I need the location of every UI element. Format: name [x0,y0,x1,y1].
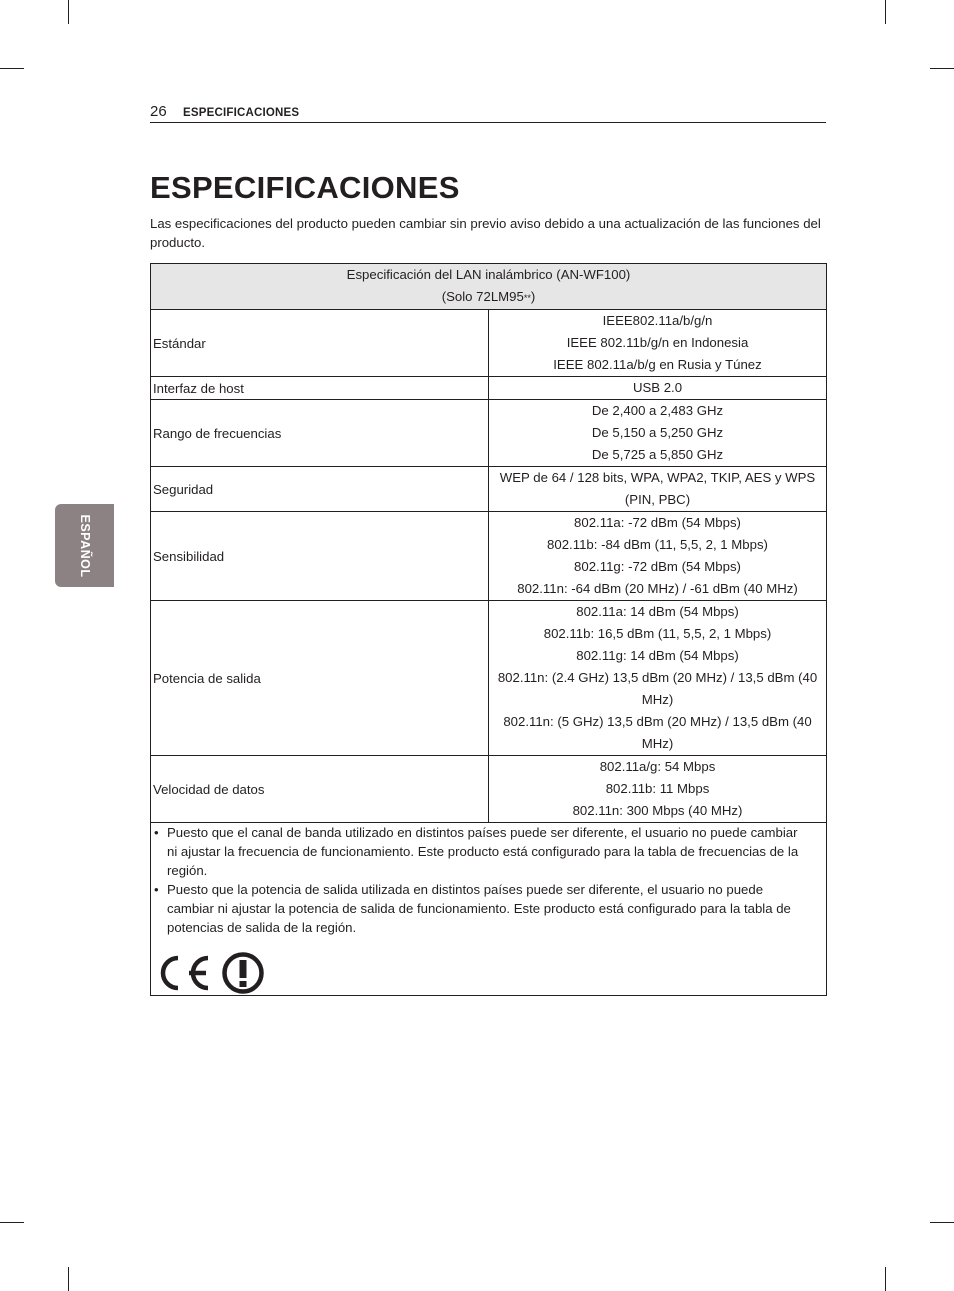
notes-row [151,823,827,996]
crop-mark [885,0,886,24]
language-tab [55,504,114,587]
spec-label: Interfaz de host [151,377,489,400]
page-title: ESPECIFICACIONES [150,170,460,205]
running-header [150,100,826,123]
heading-model-suffix: ) [530,289,536,304]
notes-cell [151,823,827,996]
wireless-lan-spec-table [150,263,827,996]
table-row [151,467,827,512]
crop-mark [885,1267,886,1291]
running-title: ESPECIFICACIONES [183,107,300,119]
crop-mark [930,1222,954,1223]
spec-value: IEEE802.11a/b/g/n [602,313,713,328]
spec-values [489,377,827,400]
table-row [151,601,827,756]
spec-value: 802.11b: -84 dBm (11, 5,5, 2, 1 Mbps) [547,537,768,552]
table-row [151,756,827,823]
spec-value: 802.11b: 16,5 dBm (11, 5,5, 2, 1 Mbps) [543,626,772,641]
spec-values [489,756,827,823]
table-row [151,310,827,377]
notes-list [153,823,824,937]
spec-values [489,512,827,601]
ce-mark-icon [153,951,211,995]
table-row [151,512,827,601]
spec-value: De 5,150 a 5,250 GHz [591,425,724,440]
spec-value: 802.11b: 11 Mbps [605,781,710,796]
table-heading [151,264,827,310]
crop-mark [68,1267,69,1291]
spec-value: 802.11a: 14 dBm (54 Mbps) [576,604,739,619]
spec-value: 802.11n: (2.4 GHz) 13,5 dBm (20 MHz) / 13,5 dBm (40 MHz) [497,670,818,707]
table-heading-line1: Especificación del LAN inalámbrico (AN-WF100) [346,267,631,282]
spec-label: Velocidad de datos [151,756,489,823]
spec-value: IEEE 802.11b/g/n en Indonesia [566,335,749,350]
spec-values [489,601,827,756]
crop-mark [0,1222,24,1223]
spec-value: De 2,400 a 2,483 GHz [591,403,724,418]
table-heading-line2 [153,286,824,309]
spec-label: Seguridad [151,467,489,512]
language-tab-label: ESPAÑOL [77,514,92,577]
spec-value: 802.11a: -72 dBm (54 Mbps) [574,515,741,530]
spec-values [489,310,827,377]
spec-value: IEEE 802.11a/b/g en Rusia y Túnez [553,357,762,372]
spec-value: WEP de 64 / 128 bits, WPA, WPA2, TKIP, AES y WPS (PIN, PBC) [499,470,816,507]
spec-values [489,467,827,512]
crop-mark [930,68,954,69]
page-number: 26 [150,103,167,120]
table-row [151,377,827,400]
certification-marks [153,951,824,995]
heading-model-marks: ** [523,293,531,303]
crop-mark [0,68,24,69]
spec-label: Sensibilidad [151,512,489,601]
spec-value: 802.11n: -64 dBm (20 MHz) / -61 dBm (40 MHz) [517,581,798,596]
table-heading-row [151,264,827,310]
spec-values [489,400,827,467]
spec-label: Estándar [151,310,489,377]
note-item: • Puesto que el canal de banda utilizado en distintos países puede ser diferente, el usuario no puede cambiar ni ajustar la frecuencia de funcionamiento. Este producto está configurado para la tabla de frecuencias de la región. [153,823,824,880]
spec-value: 802.11g: 14 dBm (54 Mbps) [576,648,739,663]
note-item: • Puesto que la potencia de salida utilizada en distintos países puede ser diferente, el usuario no puede cambiar ni ajustar la potencia de salida de funcionamiento. Este producto está configurado para la tabla de potencias de salida de la región. [153,880,824,937]
spec-label: Rango de frecuencias [151,400,489,467]
table-row [151,400,827,467]
crop-mark [68,0,69,24]
spec-value: 802.11a/g: 54 Mbps [599,759,716,774]
spec-value: 802.11g: -72 dBm (54 Mbps) [574,559,741,574]
spec-value: USB 2.0 [632,380,683,395]
spec-value: 802.11n: (5 GHz) 13,5 dBm (20 MHz) / 13,5 dBm (40 MHz) [503,714,812,751]
spec-value: De 5,725 a 5,850 GHz [591,447,724,462]
spec-label: Potencia de salida [151,601,489,756]
alert-class-2-icon [221,951,265,995]
intro-paragraph: Las especificaciones del producto pueden cambiar sin previo aviso debido a una actualización de las funciones del producto. [150,216,821,250]
heading-model-prefix: (Solo 72LM95 [441,289,524,304]
spec-value: 802.11n: 300 Mbps (40 MHz) [572,803,743,818]
